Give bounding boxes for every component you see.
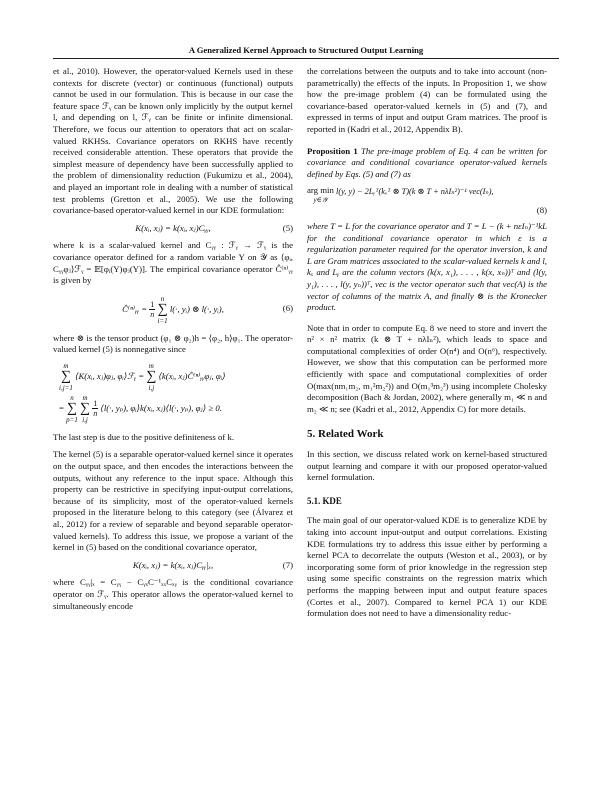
eqB-frac-den: n bbox=[93, 409, 98, 419]
equation-7-body: K(xᵢ, xⱼ) = k(xᵢ, xⱼ)Cᵧᵧ|ₓ, bbox=[132, 559, 214, 570]
sigma-symbol: ∑ bbox=[80, 400, 91, 416]
sigma-symbol: ∑ bbox=[157, 301, 168, 317]
left-paragraph-4: The last step is due to the positive definiteness of k. bbox=[53, 431, 235, 442]
equation-nonneg-line-1 bbox=[59, 362, 293, 392]
eqB-sum-1-bottom: p=1 bbox=[66, 415, 78, 424]
eqB-sum-2 bbox=[80, 394, 90, 424]
eqB-sum-2-bottom: i,j bbox=[82, 415, 88, 424]
section-5-paragraph: In this section, we discuss related work on kernel-based structured output learning and compare it with our proposed operator-valued kernel formulation. bbox=[307, 449, 547, 483]
equation-nonneg-line-2 bbox=[59, 394, 293, 424]
left-column bbox=[53, 66, 293, 612]
section-5-title: 5. Related Work bbox=[307, 428, 384, 441]
eqB-rhs: ⟨l(·, yₚ), φᵢ⟩k(xᵢ, xⱼ)⟨l(·, yₚ), φⱼ⟩ ≥ 0. bbox=[100, 402, 222, 413]
right-paragraph-1: the correlations between the outputs and to take into account (non-parametrically) the effects of the inputs. In Proposition 1, we show how the pre-image problem (4) can be formulated using the covariance-based operator-valued kernels in (5) and (7), and expressed in terms of input and output Gram matrices. The proof is reported in (Kadri et al., 2012, Appendix B). bbox=[307, 66, 547, 134]
right-column bbox=[307, 66, 547, 620]
proposition-label: Proposition 1 bbox=[307, 145, 358, 156]
eqA-sum-1-top: m bbox=[63, 361, 69, 370]
equation-6 bbox=[53, 295, 293, 325]
sigma-symbol: ∑ bbox=[67, 400, 77, 416]
eq8-body: l(y, y) − 2Lᵧᵀ(kₓᵀ ⊗ T)(k ⊗ T + nλIₙ²)⁻¹ vec(Iₙ), bbox=[336, 187, 494, 197]
sigma-symbol: ∑ bbox=[146, 368, 157, 384]
eqB-sum-1-top: n bbox=[70, 393, 74, 402]
equation-6-fraction bbox=[149, 300, 155, 319]
equation-6-frac-den: n bbox=[150, 310, 155, 320]
eqA-sum-1 bbox=[59, 362, 73, 392]
eq8-argmin: arg min bbox=[307, 185, 334, 196]
eqA-sum-2-bottom: i,j bbox=[148, 383, 155, 392]
left-paragraph-3: where ⊗ is the tensor product (φ₁ ⊗ φ₂)h = ⟨φ₂, h⟩φ₁. The operator-valued kernel (5) is nonnegative since bbox=[53, 332, 293, 355]
eqA-rhs: ⟨k(xᵢ, xⱼ)Ĉ⁽ⁿ⁾ᵧᵧφⱼ, φᵢ⟩ bbox=[158, 370, 226, 381]
equation-7-number: (7) bbox=[282, 559, 293, 570]
equation-6-number: (6) bbox=[282, 302, 293, 313]
equation-6-sum-bottom: i=1 bbox=[157, 316, 168, 325]
equation-6-lhs: Ĉ⁽ⁿ⁾ᵧᵧ = bbox=[122, 303, 148, 314]
eqB-sum-2-top: m bbox=[82, 393, 88, 402]
left-paragraph-5: The kernel (5) is a separable operator-valued kernel since it operates on the output space, and then encodes the interactions between the outputs, without any reference to the input space. Although this property can be restrictive in specifying input-output correlations, because of its simplicity, most of the operator-valued kernels proposed in the literature belong to this category (see (Álvarez et al., 2012) for a review of separable and beyond separable operator-valued kernels). To address this issue, we propose a variant of the kernel in (5) based on the conditional covariance operator, bbox=[53, 449, 293, 553]
eq8-number-row bbox=[307, 205, 547, 217]
eqB-fraction bbox=[92, 399, 98, 418]
eqA-sum-2 bbox=[146, 362, 156, 392]
equation-8-number: (8) bbox=[536, 205, 547, 216]
subsection-5-1-title: 5.1. KDE bbox=[307, 495, 342, 506]
equation-6-rhs: l(·, yᵢ) ⊗ l(·, yᵢ), bbox=[169, 303, 224, 314]
equation-5 bbox=[53, 223, 293, 235]
proposition-continuation: where T = L for the covariance operator and T = L − (k + nεIₙ)⁻¹kL for the conditional covariance operator in which ε is a regularization parameter required for the operator inversion, k and L are Gram matrices associated to the scalar-valued kernels k and l, kₓ and Lᵧ are the column vectors (k(x, x₁), . . . , k(x, xₙ))ᵀ and (l(y, y₁), . . . , l(y, yₙ))ᵀ, vec is the vector operator such that vec(A) is the vector of columns of the matrix A, and finally ⊗ is the Kronecker product. bbox=[307, 220, 547, 313]
header-rule bbox=[53, 58, 559, 59]
proposition-1 bbox=[307, 146, 547, 181]
running-title: A Generalized Kernel Approach to Structured Output Learning bbox=[188, 45, 424, 55]
equation-6-frac-num: 1 bbox=[150, 300, 155, 310]
equation-7 bbox=[53, 560, 293, 572]
eqB-frac-num: 1 bbox=[93, 399, 98, 409]
equation-8 bbox=[307, 186, 547, 217]
eqA-sum-1-bottom: i,j=1 bbox=[59, 383, 73, 392]
equation-6-sum bbox=[157, 295, 167, 325]
eqA-sum-2-top: m bbox=[148, 361, 154, 370]
eqA-middle: ⟨K(xᵢ, xⱼ)φⱼ, φᵢ⟩ℱᵧ = bbox=[75, 370, 145, 381]
equation-5-number: (5) bbox=[282, 222, 293, 233]
eq8-argmin-sub: y∈𝒴 bbox=[313, 196, 328, 205]
equation-6-sum-top: n bbox=[160, 294, 165, 303]
eq8-argmin-block bbox=[307, 186, 334, 205]
eqB-sum-1 bbox=[66, 394, 78, 424]
equation-5-body: K(xᵢ, xⱼ) = k(xᵢ, xⱼ)Cᵧᵧ, bbox=[135, 222, 211, 233]
subsection-5-1-paragraph: The main goal of our operator-valued KDE is to generalize KDE by taking into account input-output and output correlations. Existing KDE formulations try to address this issue either by performing a kernel PCA to decorrelate the outputs (Weston et al., 2003), or by incorporating some form of prior knowledge in the regression step using some specific constraints on the regression matrix which performs the mapping between input and output feature spaces (Cortes et al., 2007). Compared to kernel PCA 1) our KDE formulation does not need to have a dimensionality reduc- bbox=[307, 515, 547, 619]
proposition-statement: The pre-image problem of Eq. 4 can be written for covariance and conditional covariance operator-valued kernels defined by Eqs. (5) and (7) as bbox=[307, 145, 547, 179]
left-paragraph-2: where k is a scalar-valued kernel and Cᵧᵧ : ℱᵧ → ℱᵧ is the covariance operator defined for a random variable Y on 𝒴 as ⟨φᵢ, Cᵧᵧφⱼ⟩ℱᵧ = 𝔼[φᵢ(Y)φⱼ(Y)]. The empirical covariance operator Ĉ⁽ⁿ⁾ᵧᵧ is given by bbox=[53, 240, 293, 286]
sigma-symbol: ∑ bbox=[60, 368, 71, 384]
left-paragraph-1: et al., 2010). However, the operator-valued Kernels used in these contexts for discrete (vector) or continuous (functional) outputs cannot be used in our formulation. This is because in our case the feature space ℱᵧ can be known only implicitly by the output kernel l, and depending on l, ℱᵧ can be finite or infinite dimensional. Therefore, we focus our attention to operators that act on scalar-valued RKHSs. Covariance operators on RKHS have recently received considerable attention. These operators that provide the simplest measure of dependency have been successfully applied to the problem of dimensionality reduction (Fukumizu et al., 2004), and played an important role in dealing with a number of statistical test problems (Gretton et al., 2005). We use the following covariance-based operator-valued kernel in our KDE formulation: bbox=[53, 66, 293, 216]
left-paragraph-6: where Cᵧᵧ|ₓ = Cᵧᵧ − CᵧₓC⁻¹ₓₓCₓᵧ is the conditional covariance operator on ℱᵧ. This operator allows the operator-valued kernel to simultaneously encode bbox=[53, 577, 293, 611]
eqB-equals: = bbox=[59, 402, 64, 413]
right-paragraph-2: Note that in order to compute Eq. 8 we need to store and invert the n² × n² matrix (k ⊗ T + nλIₙ²), which leads to space and computational complexities of order O(n⁴) and O(n⁶), respectively. However, we show that this computation can be performed more efficiently with space and computational complexities of order O(max(nm₁m₂, m₁²m₂²)) and O(m₁³m₂³) using incomplete Cholesky decomposition (Bach & Jordan, 2002), where generally m₁ ≪ n and m₂ ≪ n; see (Kadri et al., 2012, Appendix C) for more details. bbox=[307, 322, 547, 414]
